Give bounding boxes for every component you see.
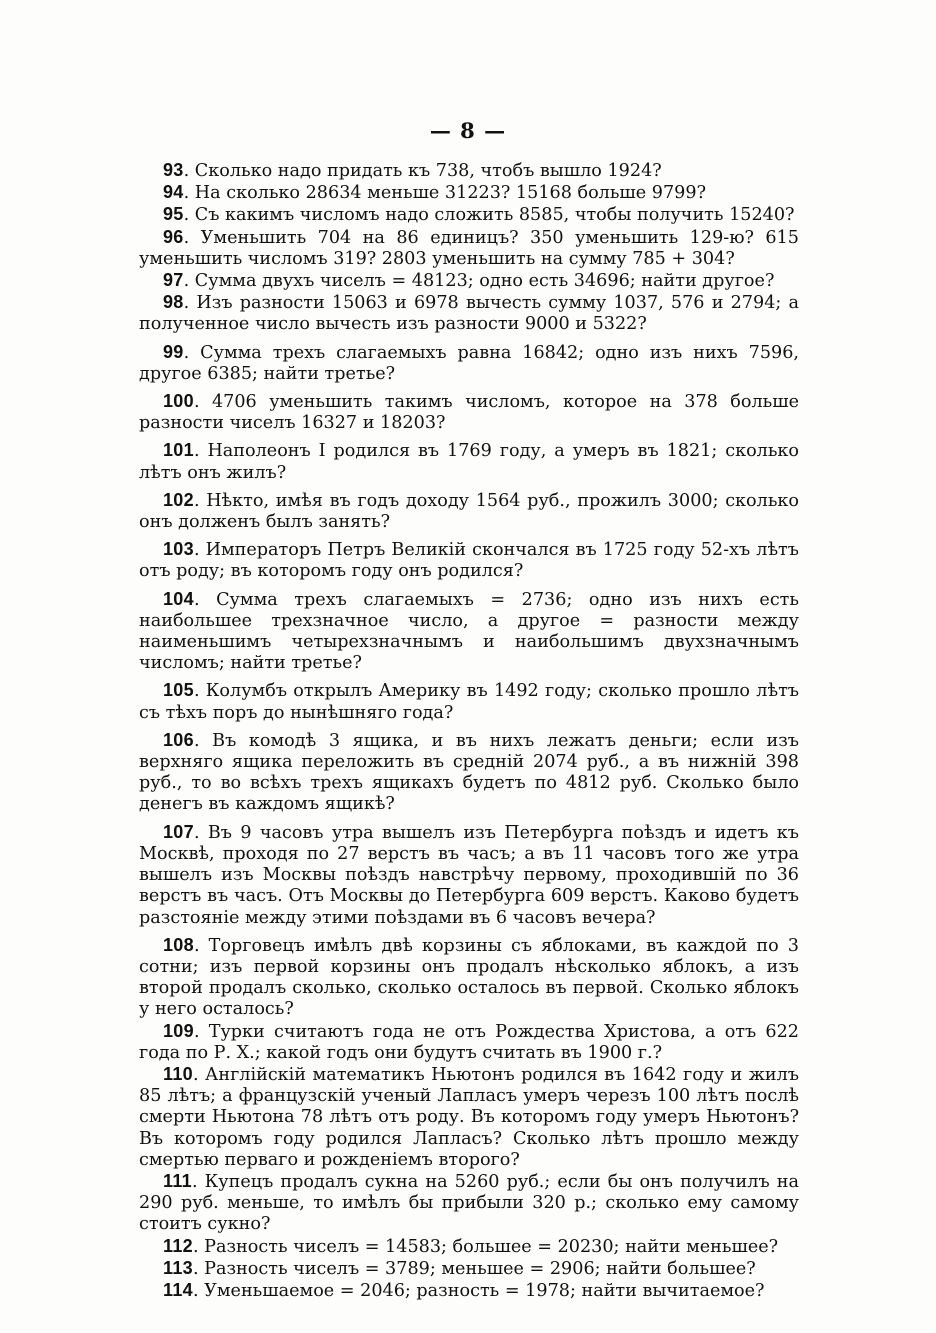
problem-96 — [139, 227, 799, 270]
problem-text: . Разность чиселъ = 14583; большее = 20230; найти меньшее? — [192, 1236, 779, 1257]
problem-108 — [139, 935, 799, 1021]
problem-text: . 4706 уменьшить такимъ числомъ, которое на 378 больше разности чиселъ 16327 и 18203? — [139, 392, 799, 434]
problem-text: . Съ какимъ числомъ надо сложить 8585, чтобы получить 15240? — [183, 205, 795, 226]
problem-number: 110 — [163, 1063, 193, 1084]
problem-94 — [139, 182, 799, 204]
problem-112 — [139, 1236, 799, 1258]
problem-text: . Сумма двухъ чиселъ = 48123; одно есть 34696; найти другое? — [183, 271, 775, 292]
problem-113 — [139, 1258, 799, 1280]
problem-text: . Въ комодѣ 3 ящика, и въ нихъ лежатъ деньги; если изъ верхняго ящика переложить въ средній 2074 руб., а въ нижній 398 руб., то во всѣхъ трехъ ящикахъ будетъ по 4812 руб. Сколько было денегъ въ каждомъ ящикѣ? — [139, 730, 799, 815]
problem-text: . Англійскій математикъ Ньютонъ родился въ 1642 году и жилъ 85 лѣтъ; а французскій ученый Лапласъ умеръ черезъ 100 лѣтъ послѣ смерти Ньютона 78 лѣтъ отъ роду. Въ которомъ году умеръ Ньютонъ? Въ которомъ году родился Лапласъ? Сколько лѣтъ прошло между смертью перваго и рожденіемъ второго? — [139, 1064, 799, 1170]
problem-number: 111 — [163, 1170, 192, 1191]
problem-text: . Сумма трехъ слагаемыхъ = 2736; одно изъ нихъ есть наибольшее трехзначное число, а другое = разности между наименьшимъ четырехзначнымъ и наибольшимъ двухзначнымъ числомъ; найти третье? — [139, 589, 799, 674]
problem-number: 114 — [163, 1279, 193, 1300]
problem-text: . Купецъ продалъ сукна на 5260 руб.; если бы онъ получилъ на 290 руб. меньше, то имѣлъ бы прибыли 320 р.; сколько ему самому стоитъ сукно? — [139, 1171, 799, 1235]
problem-number: 112 — [163, 1235, 193, 1256]
problem-text: . Сумма трехъ слагаемыхъ равна 16842; одно изъ нихъ 7596, другое 6385; найти третье? — [139, 342, 799, 384]
problem-109 — [139, 1021, 799, 1064]
problem-107 — [139, 822, 799, 929]
problem-number: 101 — [163, 440, 194, 461]
problem-text: . Нѣкто, имѣя въ годъ доходу 1564 руб., прожилъ 3000; сколько онъ долженъ былъ занять? — [139, 490, 799, 533]
problem-105 — [139, 680, 799, 723]
problem-text: . Сколько надо придать къ 738, чтобъ вышло 1924? — [183, 161, 662, 181]
problem-text: . Уменьшить 704 на 86 единицъ? 350 уменьшить 129-ю? 615 уменьшить числомъ 319? 2803 уменьшить на сумму 785 + 304? — [139, 227, 799, 269]
problem-104 — [139, 589, 799, 675]
problem-text: . Въ 9 часовъ утра вышелъ изъ Петербурга поѣздъ и идетъ къ Москвѣ, проходя по 27 верстъ въ часъ; а въ 11 часовъ того же утра вышелъ изъ Москвы поѣздъ навстрѣчу первому, проходившій по 36 верстъ въ часъ. Отъ Москвы до Петербурга 609 верстъ. Каково будетъ разстояніе между этими поѣздами въ 6 часовъ вечера? — [139, 822, 799, 928]
problem-text: . Торговецъ имѣлъ двѣ корзины съ яблоками, въ каждой по 3 сотни; изъ первой корзины онъ продалъ нѣсколько яблокъ, а изъ второй продалъ сколько, сколько осталось въ первой. Сколько яблокъ у него осталось? — [139, 935, 799, 1020]
problem-98 — [139, 292, 799, 335]
problem-number: 113 — [163, 1257, 193, 1278]
problem-97 — [139, 270, 799, 292]
problem-number: 107 — [163, 821, 194, 842]
problem-number: 102 — [163, 489, 194, 510]
problem-number: 97 — [163, 270, 184, 291]
problem-number: 94 — [163, 182, 184, 203]
problem-number: 98 — [163, 292, 184, 313]
problem-110 — [139, 1064, 799, 1171]
problem-111 — [139, 1171, 799, 1236]
problem-number: 108 — [163, 934, 194, 955]
problem-number: 95 — [163, 204, 184, 225]
problem-99 — [139, 342, 799, 385]
problem-100 — [139, 391, 799, 434]
problem-93 — [139, 160, 799, 182]
problem-106 — [139, 730, 799, 816]
problem-number: 99 — [163, 341, 184, 362]
problem-text: . Изъ разности 15063 и 6978 вычесть сумму 1037, 576 и 2794; а полученное число вычесть изъ разности 9000 и 5322? — [139, 293, 799, 335]
problem-114 — [139, 1280, 799, 1302]
problem-number: 96 — [163, 226, 184, 247]
problem-101 — [139, 440, 799, 483]
problem-text: . На сколько 28634 меньше 31223? 15168 больше 9799? — [183, 183, 706, 204]
problem-number: 109 — [163, 1020, 194, 1041]
problem-number: 103 — [163, 539, 194, 560]
problem-text: . Императоръ Петръ Великій скончался въ 1725 году 52-хъ лѣтъ отъ роду; въ которомъ году онъ родился? — [139, 540, 799, 582]
problem-number: 100 — [163, 391, 194, 412]
problem-text: . Наполеонъ I родился въ 1769 году, а умеръ въ 1821; сколько лѣтъ онъ жилъ? — [139, 441, 799, 483]
problem-number: 104 — [163, 588, 194, 609]
problem-103 — [139, 539, 799, 582]
problem-list — [139, 160, 799, 1302]
problem-text: . Колумбъ открылъ Америку въ 1492 году; сколько прошло лѣтъ съ тѣхъ поръ до нынѣшняго года? — [139, 681, 799, 723]
page-number: — 8 — — [429, 118, 507, 143]
problem-number: 106 — [163, 729, 194, 750]
problem-95 — [139, 204, 799, 226]
problem-102 — [139, 490, 799, 533]
problem-text: . Уменьшаемое = 2046; разность = 1978; найти вычитаемое? — [192, 1280, 765, 1301]
problem-number: 105 — [163, 680, 194, 701]
problem-number: 93 — [163, 160, 184, 180]
problem-text: . Турки считаютъ года не отъ Рождества Христова, а отъ 622 года по Р. Х.; какой годъ они будутъ считать въ 1900 г.? — [139, 1021, 799, 1063]
problem-text: . Разность чиселъ = 3789; меньшее = 2906; найти большее? — [192, 1258, 756, 1279]
